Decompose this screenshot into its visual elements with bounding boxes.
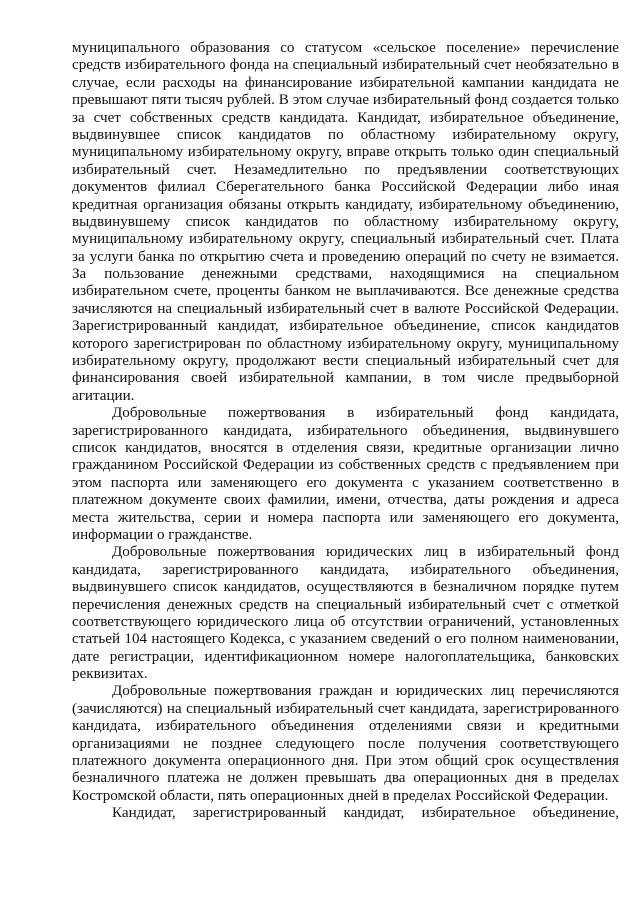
text-line: дате регистрации, идентификационном номере налогоплательщика, банковских — [72, 648, 619, 665]
text-line: выдвинувшего список кандидатов, осуществляются в безналичном порядке путем — [72, 579, 619, 596]
text-line: избирательном счете, проценты банком не выплачиваются. Все денежные средства — [72, 283, 619, 300]
text-line: Добровольные пожертвования граждан и юридических лиц перечисляются — [112, 683, 619, 700]
text-line: муниципальному избирательному округу, специальный избирательный счет. Плата — [72, 231, 619, 248]
paragraph — [72, 544, 619, 683]
text-line: (зачисляются) на специальный избирательный счет кандидата, зарегистрированного — [72, 700, 619, 717]
text-line: Костромской области, пять операционных дней в пределах Российской Федерации. — [72, 787, 609, 804]
text-line: случае, если расходы на финансирование избирательной кампании кандидата не — [72, 74, 619, 91]
text-line: соответствующего юридического лица об отсутствии ограничений, установленных — [72, 613, 619, 630]
text-line: перечисления денежных средств на специальный избирательный счет с отметкой — [72, 596, 619, 613]
text-line: кредитная организация обязаны открыть кандидату, избирательному объединению, — [72, 196, 619, 213]
text-line: безналичного платежа не должен превышать два операционных дня в пределах — [72, 770, 619, 787]
text-line: платежного документа операционного дня. При этом общий срок осуществления — [72, 753, 619, 770]
text-line: избирательный счет. Незамедлительно по предъявлении соответствующих — [72, 161, 619, 178]
paragraph — [72, 805, 619, 822]
text-line: платежном документе своих фамилии, имени, отчества, даты рождения и адреса — [72, 492, 619, 509]
text-line: этом паспорта или заменяющего его документа с указанием соответственно в — [72, 474, 619, 491]
text-line: гражданином Российской Федерации из собственных средств с предъявлением при — [72, 457, 619, 474]
text-line: документов филиал Сберегательного банка Российской Федерации либо иная — [72, 179, 619, 196]
text-line: Добровольные пожертвования юридических лиц в избирательный фонд — [112, 544, 619, 561]
text-line: выдвинувшее список кандидатов по областному избирательному округу, — [72, 126, 619, 143]
text-line: за услуги банка по открытию счета и проведению операций по счету не взимается. — [72, 248, 619, 265]
text-line: статьей 104 настоящего Кодекса, с указанием сведений о его полном наименовании, — [72, 631, 619, 648]
text-line: превышают пяти тысяч рублей. В этом случае избирательный фонд создается только — [72, 92, 619, 109]
text-line: организациями не позднее следующего после получения соответствующего — [72, 735, 619, 752]
paragraph — [72, 405, 619, 544]
text-line: Зарегистрированный кандидат, избирательное объединение, список кандидатов — [72, 318, 619, 335]
text-line: выдвинувшему список кандидатов по областному избирательному округу, — [72, 213, 619, 230]
text-line: реквизитах. — [72, 666, 148, 683]
text-line: кандидата, избирательного объединения отделениями связи и кредитными — [72, 718, 619, 735]
text-line: места жительства, серии и номера паспорта или заменяющего его документа, — [72, 509, 619, 526]
paragraph — [72, 40, 619, 405]
text-line: список кандидатов, вносятся в отделения связи, кредитные организации лично — [72, 439, 619, 456]
text-line: Добровольные пожертвования в избирательный фонд кандидата, — [112, 405, 619, 422]
text-line: муниципальному избирательному округу, вправе открыть только один специальный — [72, 144, 619, 161]
text-line: избирательному округу, продолжают вести специальный избирательный счет для — [72, 353, 619, 370]
document-body — [72, 40, 619, 823]
text-line: финансирования своей избирательной кампании, в том числе предвыборной — [72, 370, 619, 387]
text-line: За пользование денежными средствами, находящимися на специальном — [72, 266, 619, 283]
paragraph — [72, 683, 619, 805]
text-line: за счет собственных средств кандидата. Кандидат, избирательное объединение, — [72, 109, 619, 126]
text-line: зарегистрированного кандидата, избирательного объединения, выдвинувшего — [72, 422, 619, 439]
text-line: средств избирательного фонда на специальный избирательный счет необязательно в — [72, 57, 619, 74]
text-line: кандидата, зарегистрированного кандидата, избирательного объединения, — [72, 561, 619, 578]
text-line: информации о гражданстве. — [72, 526, 253, 543]
text-line: муниципального образования со статусом «сельское поселение» перечисление — [72, 40, 619, 56]
text-line: Кандидат, зарегистрированный кандидат, избирательное объединение, — [112, 805, 619, 822]
text-line: агитации. — [72, 387, 135, 404]
text-line: зачисляются на специальный избирательный счет в валюте Российской Федерации. — [72, 300, 619, 317]
text-line: которого зарегистрирован по областному избирательному округу, муниципальному — [72, 335, 619, 352]
